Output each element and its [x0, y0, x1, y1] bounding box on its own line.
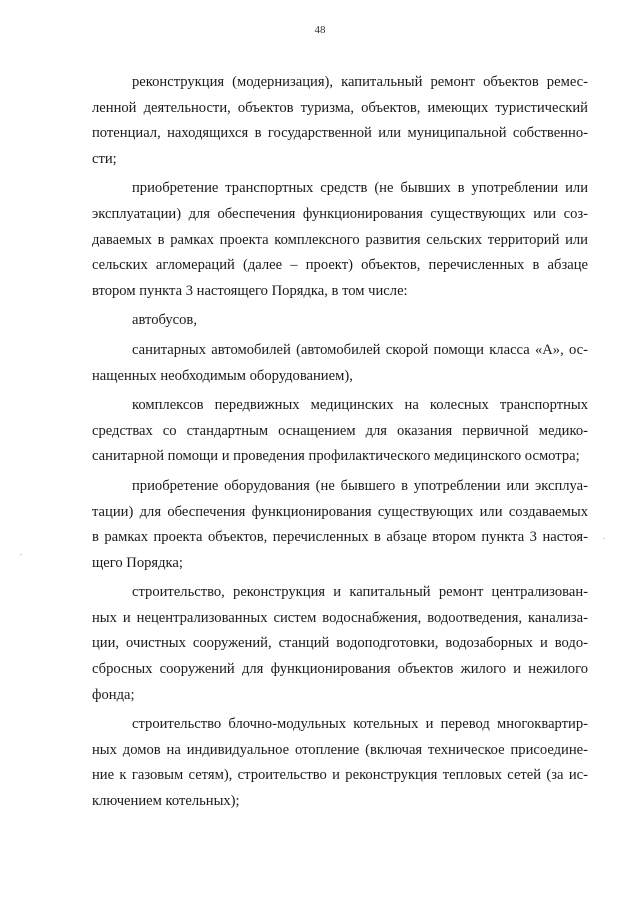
- text-line: нащенных необходимым оборудованием),: [92, 367, 353, 384]
- text-line: в рамках проекта объектов, перечисленных в абзаце втором пункта 3 настоя-: [92, 529, 588, 546]
- page-number: 48: [314, 24, 326, 36]
- text-line: потенциал, находящихся в государственной или муниципальной собственно-: [92, 125, 588, 142]
- paragraph: [92, 338, 588, 389]
- paragraph: [92, 308, 588, 334]
- text-line: сбросных сооружений для функционирования объектов жилого и нежилого: [92, 661, 588, 678]
- text-line: щего Порядка;: [92, 554, 183, 571]
- text-line: ных и нецентрализованных систем водоснабжения, водоотведения, канализа-: [92, 609, 588, 626]
- text-line: средствах со стандартным оснащением для оказания первичной медико-: [92, 422, 588, 439]
- text-line: строительство, реконструкция и капитальный ремонт централизован-: [132, 584, 588, 601]
- text-line: даваемых в рамках проекта комплексного развития сельских территорий или: [92, 231, 588, 248]
- text-line: сти;: [92, 150, 117, 167]
- text-line: санитарных автомобилей (автомобилей скорой помощи класса «А», ос-: [132, 341, 588, 358]
- paragraph: [92, 712, 588, 814]
- text-line: ние к газовым сетям), строительство и реконструкция тепловых сетей (за ис-: [92, 767, 588, 784]
- text-line: ции, очистных сооружений, станций водоподготовки, водозаборных и водо-: [92, 635, 588, 652]
- text-line: комплексов передвижных медицинских на колесных транспортных: [132, 397, 588, 414]
- text-line: строительство блочно-модульных котельных и перевод многоквартир-: [132, 716, 588, 733]
- text-line: ключением котельных);: [92, 793, 240, 810]
- text-line: санитарной помощи и проведения профилактического медицинского осмотра;: [92, 448, 580, 465]
- paragraph: [92, 474, 588, 576]
- text-line: ленной деятельности, объектов туризма, объектов, имеющих туристический: [92, 99, 588, 116]
- scan-mark-left: .: [20, 548, 22, 557]
- text-line: приобретение транспортных средств (не бывших в употреблении или: [132, 180, 588, 197]
- paragraph: [92, 580, 588, 708]
- text-line: фонда;: [92, 686, 135, 703]
- text-line: ных домов на индивидуальное отопление (включая техническое присоедине-: [92, 741, 588, 758]
- scan-mark-right: .: [603, 532, 605, 541]
- text-line: приобретение оборудования (не бывшего в употреблении или эксплуа-: [132, 477, 588, 494]
- document-body: [92, 70, 588, 815]
- text-line: сельских агломераций (далее – проект) объектов, перечисленных в абзаце: [92, 257, 588, 274]
- paragraph: [92, 393, 588, 470]
- paragraph: [92, 176, 588, 304]
- text-line: автобусов,: [132, 312, 197, 329]
- paragraph: [92, 70, 588, 172]
- text-line: втором пункта 3 настоящего Порядка, в том числе:: [92, 282, 408, 299]
- text-line: эксплуатации) для обеспечения функционирования существующих или соз-: [92, 205, 588, 222]
- text-line: тации) для обеспечения функционирования существующих или создаваемых: [92, 503, 588, 520]
- text-line: реконструкция (модернизация), капитальный ремонт объектов ремес-: [132, 74, 588, 90]
